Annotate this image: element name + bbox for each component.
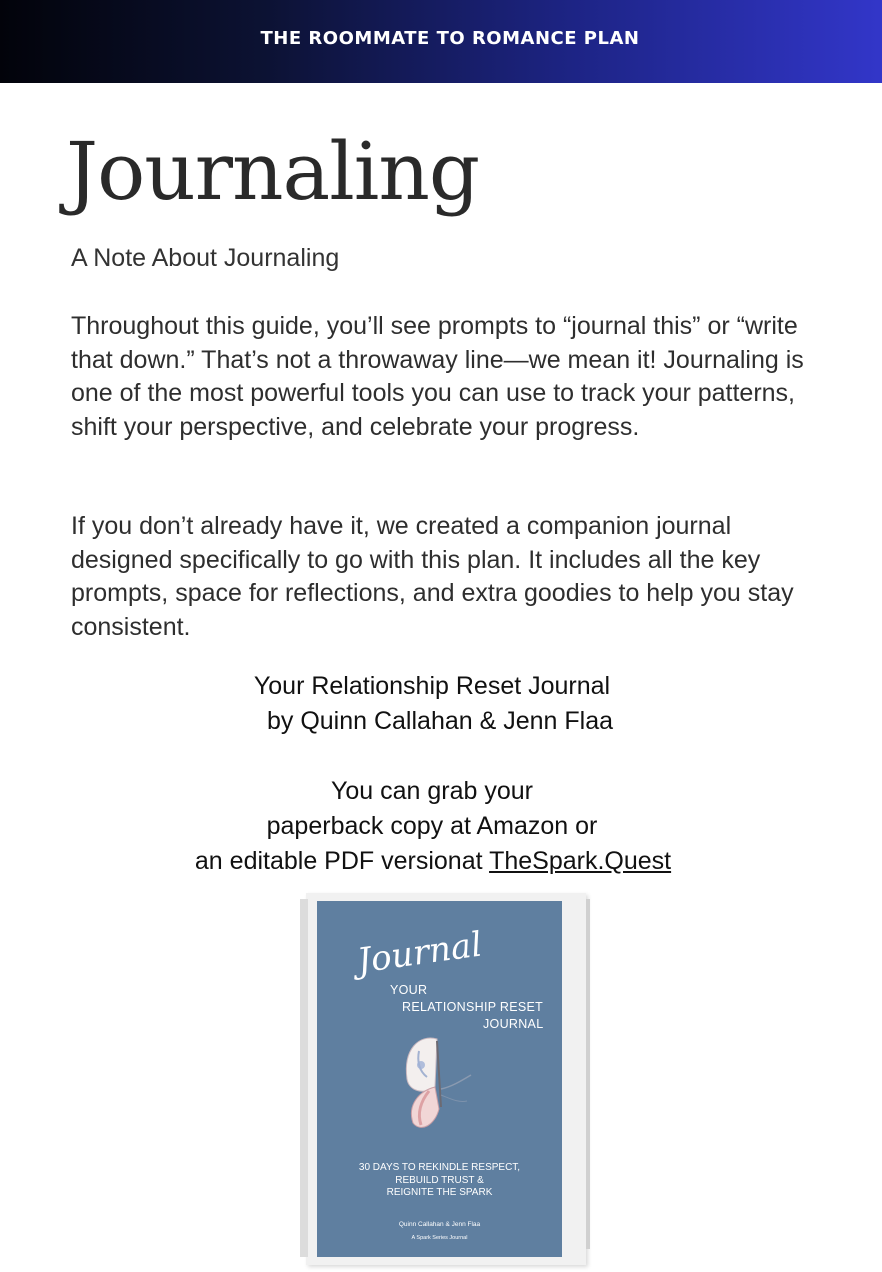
paragraph-companion-journal: If you don’t already have it, we created a companion journal designed specifically to go with this plan. It includes all the key prompts, space for reflections, and extra goodies to help you stay consistent.: [71, 512, 794, 641]
section-subtitle: A Note About Journaling: [71, 244, 340, 272]
book-spine: [300, 899, 308, 1257]
purchase-info: [0, 774, 864, 879]
cover-authors: Quinn Callahan & Jenn Flaa: [398, 1221, 481, 1228]
journal-info: [0, 669, 864, 739]
book-page-edge: [586, 899, 590, 1249]
cover-tagline-1: 30 DAYS TO REKINDLE RESPECT,: [358, 1162, 521, 1173]
top-banner: [0, 0, 882, 83]
cover-tagline: [317, 1162, 562, 1200]
butterfly-illustration: [389, 1029, 489, 1139]
paragraph-intro: Throughout this guide, you’ll see prompts to “journal this” or “write that down.” That’s not a throwaway line—we mean it! Journaling is one of the most powerful tools you can use to track your patterns, shift your perspective, and celebrate your progress.: [71, 312, 804, 441]
journal-book-image: [300, 893, 592, 1267]
cover-title-line-1: YOUR: [390, 983, 428, 997]
cover-tagline-3: REIGNITE THE SPARK: [386, 1187, 493, 1198]
journal-title-line: Your Relationship Reset Journal: [253, 672, 611, 700]
cover-title-line-2: RELATIONSHIP RESET: [402, 1000, 544, 1014]
thespark-quest-link[interactable]: TheSpark.Quest: [489, 847, 672, 875]
cover-series: A Spark Series Journal: [411, 1235, 468, 1241]
grab-line-2: paperback copy at Amazon or: [266, 812, 598, 840]
book-cover: [317, 901, 562, 1257]
banner-title: THE ROOMMATE TO ROMANCE PLAN: [260, 28, 640, 49]
cover-script-title: Journal: [354, 924, 485, 982]
cover-title-line-3: JOURNAL: [483, 1017, 544, 1031]
grab-line-3: [0, 844, 864, 879]
page-title: Journaling: [66, 125, 480, 218]
journal-authors-line: by Quinn Callahan & Jenn Flaa: [266, 707, 614, 735]
grab-line-3-text: an editable PDF versionat: [194, 847, 490, 875]
grab-line-1: You can grab your: [330, 777, 533, 805]
cover-tagline-2: REBUILD TRUST &: [395, 1174, 484, 1186]
